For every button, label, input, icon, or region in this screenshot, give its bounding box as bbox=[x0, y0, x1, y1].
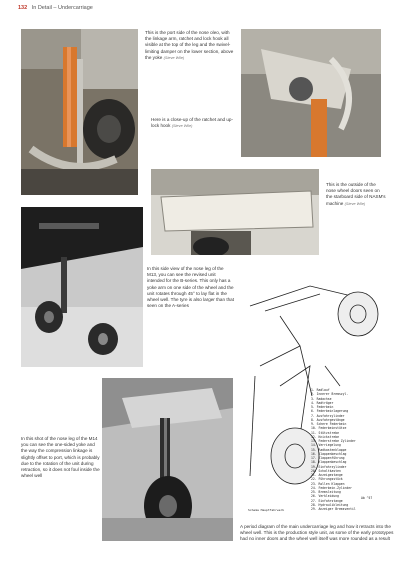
legend-item: 21. Anzeigestange bbox=[311, 473, 343, 477]
legend-item: 9. Schere Federbein bbox=[311, 422, 347, 426]
legend-item: 19. Einfahrzylinder bbox=[311, 464, 347, 469]
legend-item: 3. Radachse bbox=[311, 396, 332, 401]
legend-item: 13. Federstrebe Zylinder bbox=[311, 439, 356, 443]
legend-item: 11. Stützstrebe bbox=[311, 430, 339, 435]
photo-nose-oleo-port bbox=[21, 29, 138, 195]
legend-item: 17. Klappenführung bbox=[311, 456, 345, 460]
legend-item: 22. Führungsstück bbox=[311, 477, 343, 482]
caption-wheel-doors: This is the outside of the nose wheel doors seen on the starboard side of NASM's machine (Steve Wile) bbox=[326, 182, 386, 206]
page-header-title: In Detail – Undercarriage bbox=[31, 5, 93, 11]
photo-m13-nose-leg-bw bbox=[21, 207, 143, 367]
legend-item: 25. Bremsleitung bbox=[311, 490, 341, 494]
legend-item: 18. Klappenbeschlag bbox=[311, 460, 347, 465]
caption-m14-nose-leg: In this shot of the nose leg of the M14 you can see the one-sided yoke and the way the compression linkage is slightly offset to port, which is probably due to the rotation of the unit during retraction, so it does not foul inside the wheel well bbox=[21, 436, 100, 479]
legend-item: 20. Schaltkasten bbox=[311, 468, 341, 473]
legend-item: 7. Ausfahrzylinder bbox=[311, 413, 345, 418]
legend-item: 5. Federbein bbox=[311, 405, 334, 409]
legend-item: 8. Ausfahrgestänge bbox=[311, 417, 345, 422]
legend-item: 14. Verriegelung bbox=[311, 443, 341, 448]
diagram-legend bbox=[311, 388, 356, 511]
legend-item: 29. Anzeiger Bremsventil bbox=[311, 507, 356, 511]
legend-item: 28. Hydraulikleitung bbox=[311, 502, 349, 507]
photo-nose-wheel-doors bbox=[151, 169, 319, 255]
caption-nose-oleo: This is the port side of the nose oleo, with the linkage arm, ratchet and lock hook all visible at the top of the leg and the swivel-limiting damper on the lower section, above the yoke (Steve Wile) bbox=[145, 30, 234, 60]
caption-m13-nose-leg: In this side view of the nose leg of the M13, you can see the revised unit intended for the B-series. This only has a yoke arm on one side of the wheel and the unit rotates through 45° to lay flat in the wheel well. The tyre is also larger than that seen on the A-series bbox=[147, 266, 234, 309]
caption-diagram: A period diagram of the main undercarriage leg and how it retracts into the wheel well. This is the production style unit, as some of the early prototypes had no inner doors and the wheel well itself was more rounded as a result bbox=[240, 524, 394, 542]
diagram-main-undercarriage bbox=[240, 266, 390, 522]
legend-item: 12. Knickstrebe bbox=[311, 434, 339, 439]
legend-item: 4. Radträger bbox=[311, 400, 334, 405]
legend-item: 24. Federbein-Zylinder bbox=[311, 485, 352, 490]
caption-ratchet: Here is a close-up of the ratchet and up-lock hook (Steve Wile) bbox=[151, 117, 233, 129]
diagram-callout: Ab ^57 bbox=[361, 496, 373, 500]
legend-item: 15. Radkastenklappe bbox=[311, 447, 347, 452]
legend-item: 2. Innerer Bremszyl. bbox=[311, 392, 349, 397]
photo-m14-nose-leg-bw bbox=[102, 378, 233, 541]
photo-ratchet-uplock bbox=[241, 29, 381, 157]
legend-item: 26. Verkleidung bbox=[311, 494, 339, 499]
legend-item: 1. Radlauf bbox=[311, 388, 330, 392]
legend-item: 10. Federbeinstütze bbox=[311, 426, 347, 431]
page-header bbox=[18, 5, 93, 11]
legend-item: 16. Klappenbeschlag bbox=[311, 451, 347, 456]
diagram-footer: Schema Hauptfahrwerk bbox=[248, 508, 285, 512]
page-number: 132 bbox=[18, 5, 28, 11]
legend-item: 23. Rollen Klappen bbox=[311, 481, 345, 486]
legend-item: 27. Einfahrstange bbox=[311, 498, 343, 503]
legend-item: 6. Federbeinlagerung bbox=[311, 409, 349, 414]
